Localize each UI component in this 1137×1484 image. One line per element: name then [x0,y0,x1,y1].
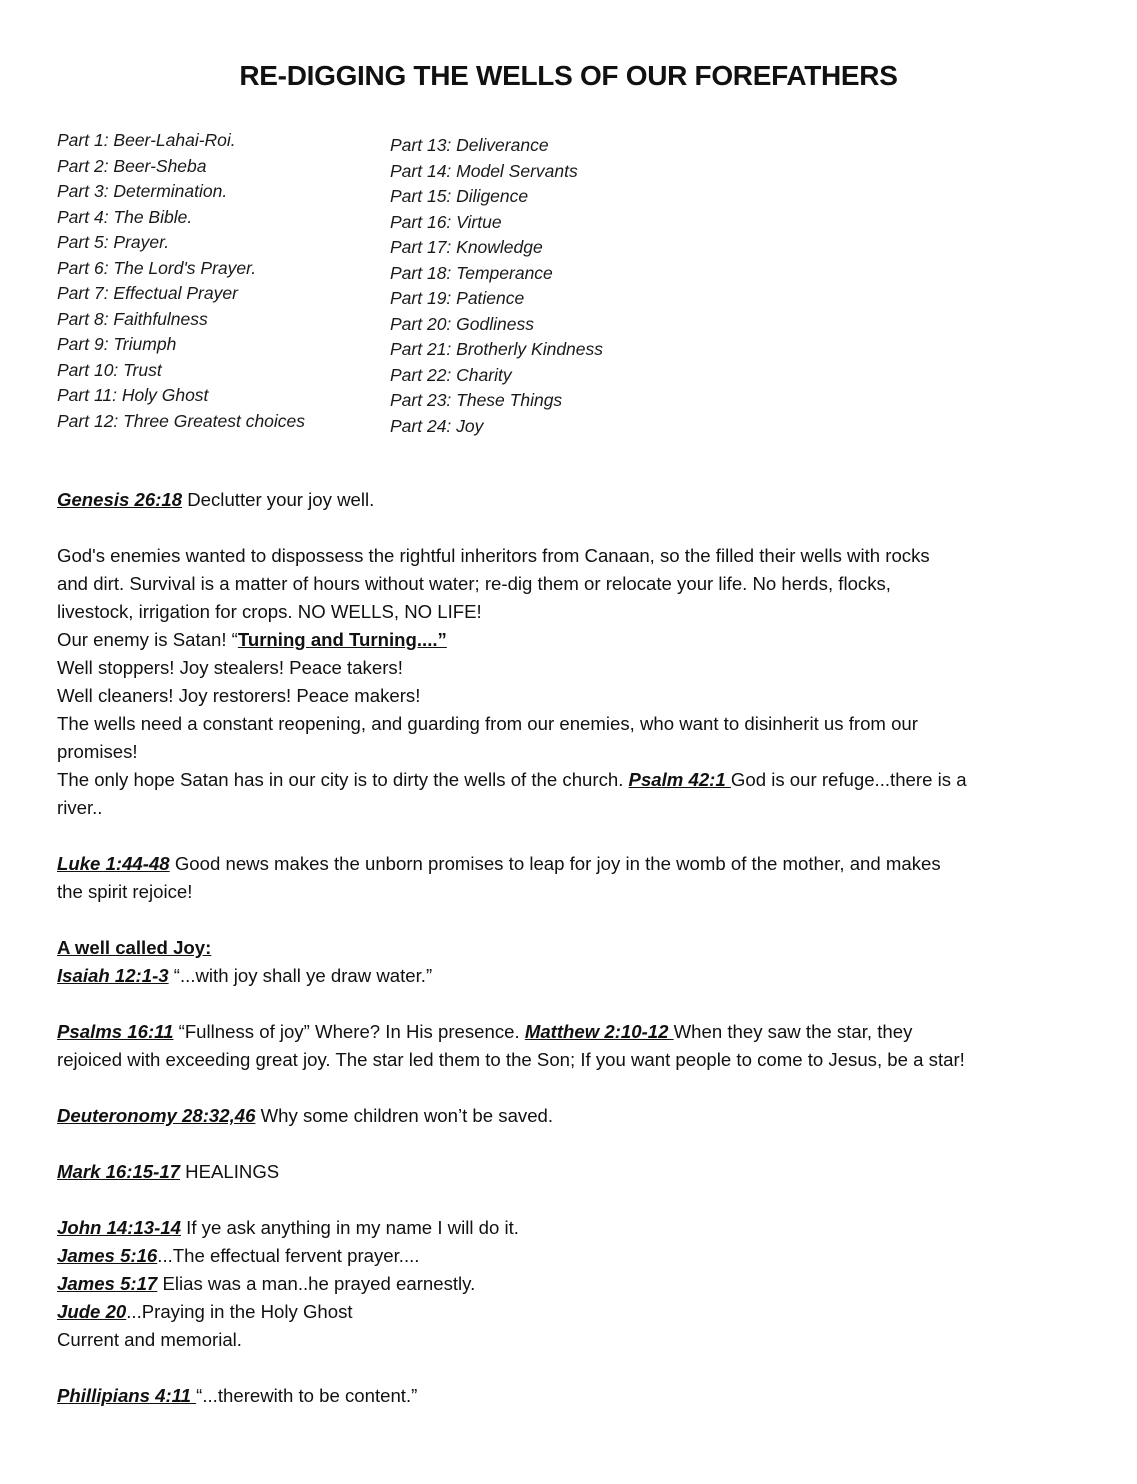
toc-item: Part 4: The Bible. [57,206,193,227]
scripture-ref: Isaiah 12:1-3 [57,965,169,986]
line-text: “Fullness of joy” Where? In His presence. [173,1021,525,1042]
scripture-ref: Jude 20 [57,1301,127,1322]
paragraph-line: river.. [57,797,103,818]
toc-item: Part 16: Virtue [390,211,502,232]
line-text: HEALINGS [180,1161,280,1182]
toc-item: Part 14: Model Servants [390,160,578,181]
line-text: God is our refuge...there is a [730,769,967,790]
jude-line [57,1298,1097,1326]
toc-item: Part 23: These Things [390,390,563,410]
toc-item: Part 5: Prayer. [57,232,170,252]
psalms-line [57,1018,1097,1046]
line-text: Elias was a man..he prayed earnestly. [157,1273,476,1294]
mark-line [57,1158,1097,1186]
toc-item: Part 3: Determination. [57,181,228,201]
luke-line [57,850,1097,878]
james16-line [57,1242,1097,1270]
paragraph-line: rejoiced with exceeding great joy. The star led them to the Son; If you want people to come to Jesus, be a star! [57,1049,965,1070]
toc-item: Part 22: Charity [390,364,512,385]
toc-item: Part 13: Deliverance [390,135,549,155]
scripture-ref: Deuteronomy 28:32,46 [57,1105,256,1126]
paragraph-line: the spirit rejoice! [57,881,193,902]
toc-item: Part 11: Holy Ghost [57,385,209,405]
stoppers-line: Well stoppers! Joy stealers! Peace takers! [57,657,403,678]
scripture-ref: James 5:17 [57,1273,158,1294]
scripture-ref: James 5:16 [57,1245,158,1266]
toc-item: Part 8: Faithfulness [57,308,208,329]
deuteronomy-line [57,1102,1097,1130]
scripture-ref: Psalm 42:1 [628,769,731,790]
scripture-ref: John 14:13-14 [57,1217,182,1238]
line-text: ...The effectual fervent prayer.... [157,1245,420,1266]
toc-item: Part 12: Three Greatest choices [57,410,306,431]
paragraph-line: and dirt. Survival is a matter of hours without water; re-dig them or relocate your life. No herds, flocks, [57,573,891,594]
toc-item: Part 20: Godliness [390,313,534,334]
james17-line [57,1270,1097,1298]
toc-item: Part 10: Trust [57,359,162,380]
scripture-ref: Luke 1:44-48 [57,853,170,874]
paragraph-line: The wells need a constant reopening, and guarding from our enemies, who want to disinherit us from our [57,713,918,734]
phillipians-line [57,1382,1097,1410]
toc-item: Part 7: Effectual Prayer [57,283,238,303]
paragraph-line: God's enemies wanted to dispossess the rightful inheritors from Canaan, so the filled their wells with rocks [57,545,930,566]
section-heading: A well called Joy: [57,937,212,958]
isaiah-line [57,962,1097,990]
paragraph-line: livestock, irrigation for crops. NO WELLS, NO LIFE! [57,601,482,622]
line-text: Why some children won’t be saved. [255,1105,554,1126]
line-text: Our enemy is Satan! “ [57,629,238,650]
scripture-ref: Matthew 2:10-12 [524,1021,674,1042]
sermon-body [57,486,1097,1410]
toc-item: Part 18: Temperance [390,262,553,283]
toc-item: Part 17: Knowledge [390,237,543,257]
scripture-ref: Mark 16:15-17 [57,1161,181,1182]
toc-item: Part 1: Beer-Lahai-Roi. [57,130,236,150]
toc-item: Part 19: Patience [390,288,525,308]
paragraph-line: promises! [57,741,138,762]
enemy-line [57,626,1097,654]
toc-item: Part 15: Diligence [390,186,529,206]
toc-item: Part 21: Brotherly Kindness [390,339,604,359]
line-text: When they saw the star, they [673,1021,913,1042]
line-text: “...therewith to be content.” [196,1385,418,1406]
toc-left-column [57,128,305,434]
toc-item: Part 24: Joy [390,415,484,436]
line-text: Good news makes the unborn promises to leap for joy in the womb of the mother, and makes [169,853,941,874]
line-text: Declutter your joy well. [182,489,375,510]
scripture-ref: Genesis 26:18 [57,489,183,510]
scripture-ref: Phillipians 4:11 [57,1385,197,1406]
toc-right-column [390,133,603,439]
line-text: ...Praying in the Holy Ghost [126,1301,353,1322]
page-title: RE-DIGGING THE WELLS OF OUR FOREFATHERS [239,60,898,91]
john-line [57,1214,1097,1242]
cleaners-line: Well cleaners! Joy restorers! Peace makers! [57,685,421,706]
line-text: The only hope Satan has in our city is to dirty the wells of the church. [57,769,629,790]
emphasis-text: Turning and Turning....” [237,629,447,650]
toc-item: Part 6: The Lord's Prayer. [57,257,257,278]
genesis-line [57,486,1097,514]
toc-item: Part 2: Beer-Sheba [57,155,207,176]
line-text: “...with joy shall ye draw water.” [168,965,433,986]
hope-line [57,766,1097,794]
memorial-line: Current and memorial. [57,1329,242,1350]
line-text: If ye ask anything in my name I will do it. [181,1217,519,1238]
toc-item: Part 9: Triumph [57,334,177,354]
scripture-ref: Psalms 16:11 [57,1021,174,1042]
